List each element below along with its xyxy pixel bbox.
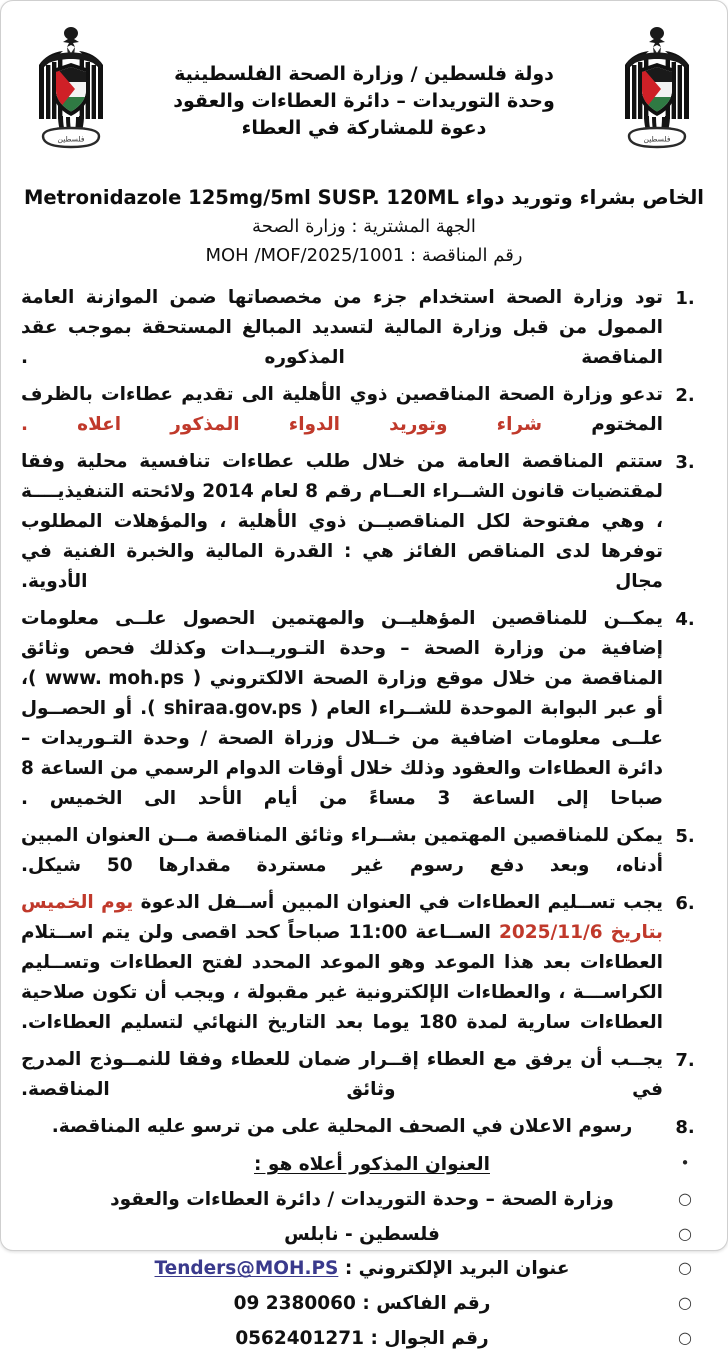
bullet-hollow-icon: ○ <box>678 1188 692 1208</box>
clause-text-part-c: ). أو الحصــول علــى معلومات اضافية من خــلال وزراة الصحة / وحدة التـوريدات – دائرة العطاءات والعقود وذلك خلال أوقات الدوام الرسمي من الساعة 8 صباحا إلى الساعة 3 مساءً من أيام الأحد الى الخميس . <box>21 697 663 809</box>
submission-deadline-date: يوم الخميس بتاريخ 2025/11/6 <box>21 891 663 943</box>
clause-item-5 <box>21 821 707 881</box>
shiraa-portal-url[interactable]: shiraa.gov.ps <box>163 697 302 719</box>
clause-text: رسوم الاعلان في الصحف المحلية على من ترسو عليه المناقصة. <box>51 1115 633 1137</box>
clause-item-7 <box>21 1045 707 1105</box>
clause-text <box>21 888 663 1038</box>
clause-text-plain: تدعو وزارة الصحة المناقصين ذوي الأهلية الى تقديم عطاءات بالظرف المختوم <box>21 384 663 436</box>
fax-label: رقم الفاكس : <box>362 1293 491 1315</box>
clause-item-3 <box>21 447 707 597</box>
fax-row <box>21 1288 663 1321</box>
clause-number: 5. <box>675 825 695 847</box>
clause-text <box>21 604 663 814</box>
clause-number: 1. <box>675 288 695 310</box>
tender-number-label: رقم المناقصة : <box>410 245 523 267</box>
email-row <box>21 1253 663 1286</box>
address-department-text: وزارة الصحة – وحدة التوريدات / دائرة العطاءات والعقود <box>110 1188 614 1210</box>
clause-number: 4. <box>675 609 695 630</box>
clause-number: 7. <box>675 1049 695 1071</box>
clause-list <box>21 283 707 1141</box>
palestinian-coat-of-arms-icon-right <box>613 23 701 155</box>
address-heading <box>21 1149 663 1182</box>
clause-number: 8. <box>675 1116 695 1138</box>
address-item-fax <box>21 1288 707 1321</box>
title-line-2: وحدة التوريدات – دائرة العطاءات والعقود <box>173 89 555 112</box>
clause-text-part-a: يمكــن للمناقصين المؤهليــن والمهتمين الحصول علــى معلومات إضافية من وزارة الصحة – وحدة التـوريــدات وكذلك فحص وثائق المناقصة من خلال موقع وزارة الصحة الالكتروني ( <box>21 608 663 689</box>
address-heading-text: العنوان المذكور أعلاه هو : <box>254 1153 490 1175</box>
moh-website-url[interactable]: www. moh.ps <box>45 667 185 689</box>
mobile-row <box>21 1323 663 1356</box>
email-label: عنوان البريد الإلكتروني : <box>344 1258 570 1280</box>
tender-number-value: MOH /MOF/2025/1001 <box>205 245 405 267</box>
clause-text-part-b: الســاعة 11:00 صباحاً كحد اقصى ولن يتم اســتلام العطاءات بعد هذا الموعد وهو الموعد المحدد لفتح العطاءات وتســليم الكراســـة ، والعطاءات الإلكترونية غير مقبولة ، ويجب أن تكون صلاحية العطاءات سارية لمدة 180 يوما بعد التاريخ النهائي لتسليم العطاءات. <box>21 921 663 1033</box>
clause-number: 3. <box>675 452 695 474</box>
clause-text-part-a: يجب تســليم العطاءات في العنوان المبين أســفل الدعوة <box>133 891 663 913</box>
address-location-text: فلسطين - نابلس <box>284 1223 440 1245</box>
address-item-department <box>21 1184 707 1217</box>
bullet-hollow-icon: ○ <box>678 1223 692 1243</box>
clause-item-8 <box>21 1112 707 1142</box>
clause-text-highlight: شراء وتوريد الدواء المذكور اعلاه . <box>21 414 543 436</box>
title-line-1: دولة فلسطين / وزارة الصحة الفلسطينية <box>174 63 554 85</box>
clause-text: يجــب أن يرفق مع العطاء إقــرار ضمان للعطاء وفقا للنمــوذج المدرج في وثائق المناقصة. <box>21 1048 663 1100</box>
drug-subject-line: الخاص بشراء وتوريد دواء Metronidazole 125mg/5ml SUSP. 120ML <box>24 186 704 209</box>
buyer-entity-row <box>21 213 707 240</box>
fax-number: 09 2380060 <box>233 1293 356 1315</box>
address-section <box>21 1149 707 1356</box>
buyer-label: الجهة المشترية : <box>351 216 476 238</box>
email-link[interactable]: Tenders@MOH.PS <box>154 1258 339 1280</box>
bullet-filled-icon: • <box>680 1153 690 1172</box>
clause-text <box>21 380 663 440</box>
address-item-location <box>21 1219 707 1252</box>
clause-text: تود وزارة الصحة استخدام جزء من مخصصاتها ضمن الموازنة العامة الممول من قبل وزارة المالية لتسديد المبالغ المستحقة بموجب عقد المناقصة المذكوره . <box>21 287 663 369</box>
header-title-block <box>129 21 599 142</box>
address-item-email <box>21 1253 707 1286</box>
clause-item-2 <box>21 380 707 440</box>
mobile-label: رقم الجوال : <box>370 1328 489 1350</box>
clause-item-1 <box>21 283 707 373</box>
clause-text-part-b: )، أو عبر البوابة الموحدة للشــراء العام ( <box>21 667 664 719</box>
title-line-3: دعوة للمشاركة في العطاء <box>241 116 487 139</box>
clause-item-4 <box>21 604 707 814</box>
buyer-value: وزارة الصحة <box>252 216 346 238</box>
clause-item-6 <box>21 888 707 1038</box>
svg-text:فلسطين: فلسطين <box>57 134 85 144</box>
bullet-hollow-icon: ○ <box>678 1258 692 1278</box>
clause-number: 6. <box>675 892 695 914</box>
bullet-hollow-icon: ○ <box>678 1293 692 1313</box>
document-header <box>21 15 707 181</box>
mobile-number: 0562401271 <box>235 1328 365 1350</box>
address-item-mobile <box>21 1323 707 1356</box>
clause-text: ستتم المناقصة العامة من خلال طلب عطاءات تنافسية محلية وفقا لمقتضيات قانون الشــراء العــام رقم 8 لعام 2014 ولائحته التنفيذيــــة ، وهي مفتوحة لكل المناقصيــن ذوي الأهلية ، والمؤهلات المطلوب توفرها لدى المناقص الفائز هي : القدرة المالية والخبرة الفنية في مجال الأدوية. <box>21 451 663 593</box>
address-heading-row <box>21 1149 707 1182</box>
tender-number-row <box>21 242 707 269</box>
palestinian-coat-of-arms-icon-left <box>27 23 115 155</box>
svg-text:فلسطين: فلسطين <box>643 134 671 144</box>
clause-number: 2. <box>675 385 695 407</box>
clause-text: يمكن للمناقصين المهتمين بشــراء وثائق المناقصة مــن العنوان المبين أدناه، وبعد دفع رسوم غير مستردة مقدارها 50 شيكل. <box>21 824 663 876</box>
bullet-hollow-icon: ○ <box>678 1328 692 1348</box>
